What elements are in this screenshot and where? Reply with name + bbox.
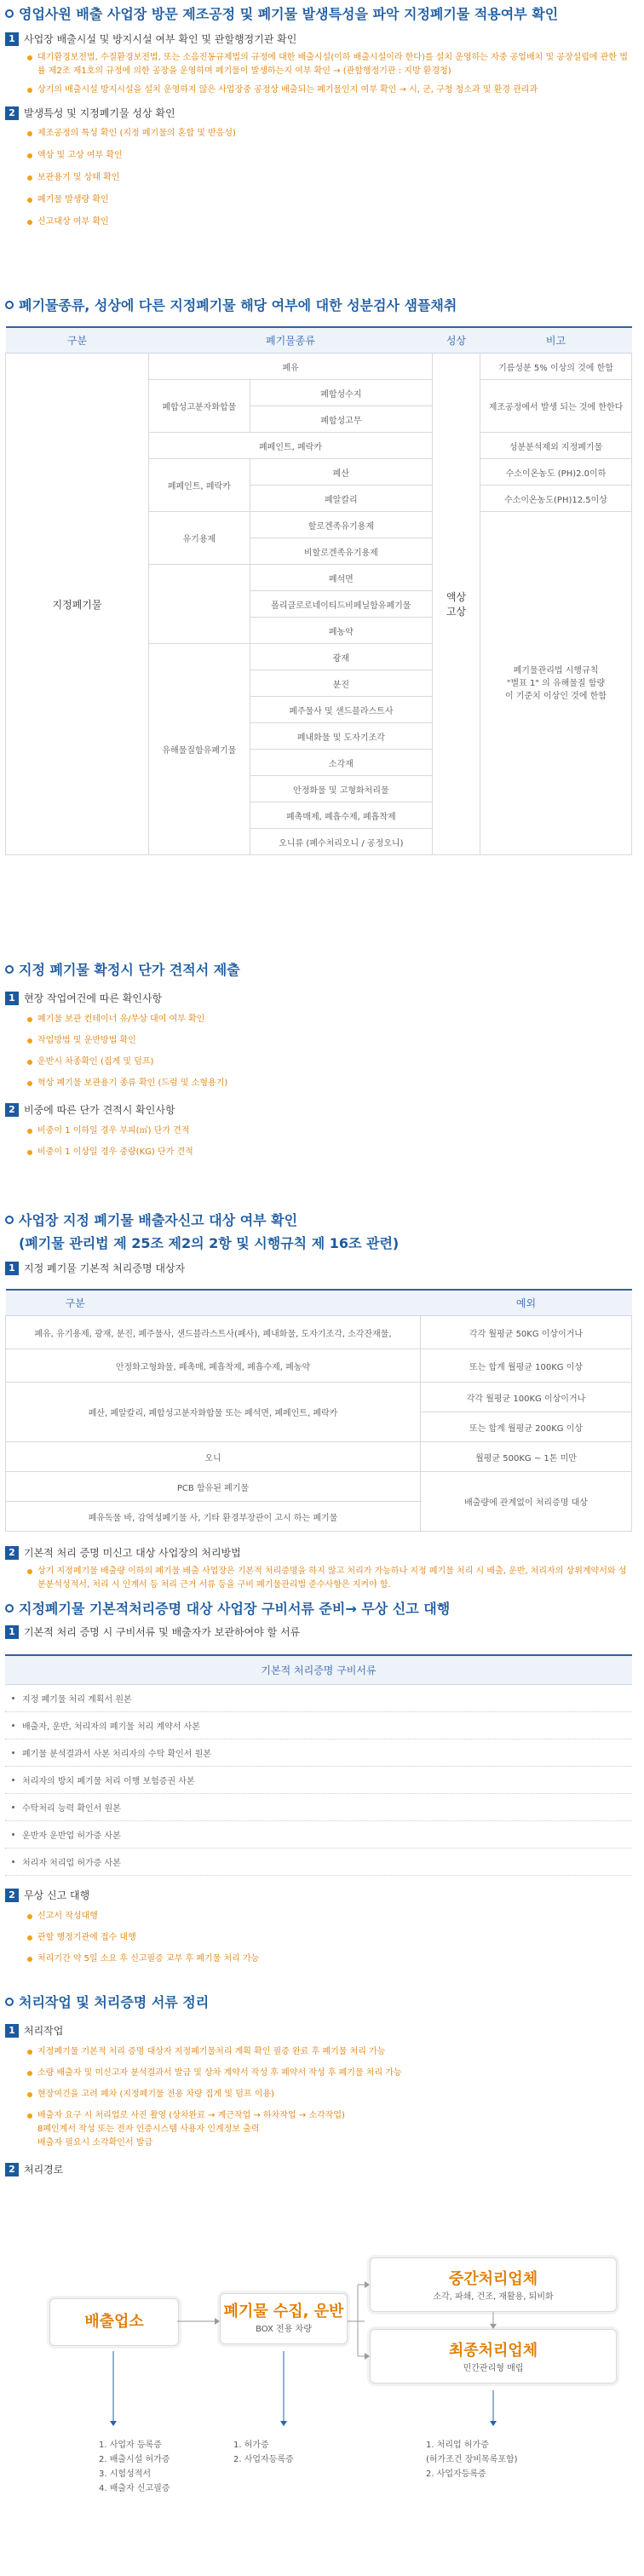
table-cell: 폐유, 유기용제, 광재, 분진, 폐주물사, 샌드블라스트사(폐사), 폐내화물, 도자기조각, 소각잔재물, [6,1316,421,1349]
table-cell: 기름성분 5% 이상의 것에 한함 [480,354,632,380]
number-badge: 2 [5,1546,19,1560]
number-badge: 2 [5,1889,19,1902]
number-badge: 2 [5,1103,19,1117]
subheading: 2 기본적 처리 증명 미신고 대상 사업장의 처리방법 [5,1545,632,1560]
list-item: 지정 폐기물 처리 계획서 원본 [5,1685,632,1712]
subheading: 1 사업장 배출시설 및 방지시설 여부 확인 및 관할행정기관 확인 [5,32,632,46]
flow-box-intermediate: 중간처리업체 소각, 파쇄, 건조, 재활용, 퇴비화 [370,2257,617,2312]
table-cell: PCB 함유된 폐기물 [6,1472,421,1502]
column-header: 성상 [433,327,480,354]
table-cell: 안정화고형화물, 폐촉매, 폐흡착제, 폐흡수제, 폐농약 [6,1349,421,1383]
section-title-4: 사업장 지정 폐기물 배출자신고 대상 여부 확인 [5,1210,632,1229]
table-cell: 폐합성수지 [250,380,432,406]
subheading: 2 처리경로 [5,2162,632,2176]
flow-box-transport: 폐기물 수집, 운반 BOX 전용 차량 [220,2293,348,2344]
table-cell: 분진 [250,670,432,697]
number-badge: 2 [5,2163,19,2176]
list-item: 보관용기 및 상태 확인 [27,171,632,185]
table-cell: 폐알칼리 [250,486,432,512]
table-cell: 폐유 [149,354,433,380]
arrow-head [365,2281,370,2288]
transport-doc-list [233,2438,294,2467]
process-flow [5,2223,632,2573]
number-badge: 2 [5,106,19,120]
table-cell: 배출량에 관계없이 처리증명 대상 [421,1472,632,1532]
table-cell: 수소이온농도 (PH)2.0이하 [480,459,632,486]
section-title-1: 영업사원 배출 사업장 방문 제조공정 및 폐기물 발생특성을 파악 지정폐기물 적용여부 확인 [5,3,632,23]
list-item: 상기 지정폐기물 배출량 이하의 폐기물 배출 사업장은 기본적 처리증명을 하지 않고 처리가 가능하나 지정 폐기물 처리 시 배출, 운반, 처리자의 상위계약서와 성분분석성적서, 처리 시 인계서 등 처리 근거 서류 등을 구비 폐기물관리법 준수사항은 지켜야 함. [27,1565,632,1592]
document-list-box [5,1654,632,1876]
table-cell: 폐촉매제, 폐흡수제, 폐흡착제 [250,802,432,829]
processor-doc-list [426,2438,518,2481]
list-item: 혁상 폐기물 보관용기 종류 확인 (드럼 및 소형용기) [27,1077,632,1090]
table-cell: 폐페인트, 폐락카 [149,459,250,512]
circle-bullet-icon [5,9,14,18]
number-badge: 1 [5,2024,19,2038]
subheading: 1 기본적 처리 증명 시 구비서류 및 배출자가 보관하여야 할 서류 [5,1624,632,1639]
table-cell: 또는 합계 월평균 200KG 이상 [421,1412,632,1442]
table-cell: 월평균 500KG ~ 1톤 미만 [421,1442,632,1472]
table-cell: 폐산, 폐알칼리, 폐합성고분자화합물 또는 폐석면, 폐페인트, 폐락카 [6,1383,421,1442]
bullet-list [27,2045,632,2150]
state-cell: 액상 고상 [433,354,480,855]
bullet-list [27,1124,632,1159]
arrow-head [365,2353,370,2360]
list-item: 배출자, 운반, 처리자의 폐기물 처리 계약서 사본 [5,1712,632,1739]
list-item: 폐기물 보관 컨테이너 유/무상 대여 여부 확인 [27,1013,632,1026]
table-cell: 또는 합계 월평균 100KG 이상 [421,1349,632,1383]
table-cell: 폐주물사 및 샌드블라스트사 [250,697,432,723]
table-cell: 폐페인트, 폐락카 [149,433,433,459]
table-cell: 비할로겐족유기용제 [250,538,432,565]
list-item: 비중이 1 이하일 경우 부피(㎥) 단가 견적 [27,1124,632,1138]
list-item: (허가조건 장비목록포함) [426,2455,518,2464]
table-cell: 광재 [250,644,432,670]
subheading: 1 현장 작업여건에 따른 확인사항 [5,991,632,1005]
table-cell: 폐기물관리법 시행규칙 "별표 1" 의 유해물질 함량 이 기준치 이상인 것에 한함 [480,512,632,855]
list-item: 1. 처리업 허가증 [426,2441,489,2450]
bullet-list [27,1910,632,1966]
column-header: 구분 [6,327,149,354]
table-cell: 유해물질함유폐기물 [149,644,250,855]
list-item: 1. 사업자 등록증 [99,2441,162,2450]
list-item: 2. 사업자등록증 [233,2455,294,2464]
document-list-header: 기본적 처리증명 구비서류 [5,1656,632,1685]
table-cell: 안정화물 및 고형화처리물 [250,776,432,802]
list-item: 1. 허가증 [233,2441,269,2450]
table-cell: 폐농약 [250,618,432,644]
table-cell: 수소이온농도(PH)12.5이상 [480,486,632,512]
list-item: 관할 행정기관에 접수 대행 [27,1931,632,1945]
section-title-2: 폐기물종류, 성상에 다른 지정폐기물 해당 여부에 대한 성분검사 샘플채취 [5,295,632,314]
arrow-head [280,2421,287,2426]
table-cell: 제조공정에서 발생 되는 것에 한한다 [480,380,632,433]
list-item: 처리기간 약 5일 소요 후 신고필증 교부 후 폐기물 처리 가능 [27,1952,632,1966]
table-cell: 성분분석제외 지정폐기물 [480,433,632,459]
list-item: 제조공정의 특성 확인 (지정 폐기물의 혼합 및 반응성) [27,127,632,141]
arrow-head [110,2421,117,2426]
generator-table [5,1289,632,1532]
table-cell: 폐석면 [250,565,432,591]
circle-bullet-icon [5,301,14,309]
list-item: 액상 및 고상 여부 확인 [27,149,632,163]
list-item: 2. 배출시설 허가증 [99,2455,170,2464]
arrow-head [490,2421,497,2426]
bullet-list [27,127,632,229]
circle-bullet-icon [5,1216,14,1224]
column-header: 구분 [6,1290,421,1316]
number-badge: 1 [5,992,19,1005]
list-item: 폐기물 분석결과서 사본 처리자의 수탁 확인서 원본 [5,1739,632,1767]
circle-bullet-icon [5,1604,14,1613]
number-badge: 1 [5,1625,19,1639]
list-item: 수탁처리 능력 확인서 원본 [5,1794,632,1821]
flow-arrows [5,2223,632,2573]
column-header: 예외 [421,1290,632,1316]
list-item: 운반시 차종확인 (집게 및 덤프) [27,1055,632,1069]
circle-bullet-icon [5,1998,14,2006]
column-header: 폐기물종류 [149,327,433,354]
section-title-3: 지정 폐기물 확정시 단가 견적서 제출 [5,959,632,979]
bullet-list [27,1013,632,1090]
table-cell: 각각 월평균 100KG 이상이거나 [421,1383,632,1412]
list-item: 현장여건을 고려 폐차 (지정폐기물 전용 차량 집게 및 덤프 이용) [27,2088,632,2102]
bullet-list [27,1565,632,1592]
arrow-head [490,2324,497,2329]
number-badge: 1 [5,32,19,46]
circle-bullet-icon [5,965,14,974]
subheading: 1 처리작업 [5,2023,632,2038]
document-list [5,1685,632,1876]
list-item: 작업방법 및 운반방법 확인 [27,1034,632,1048]
section-subtitle: (폐기물 관리법 제 25조 제2의 2항 및 시행규칙 제 16조 관련) [19,1235,400,1251]
list-item: 상기의 배출시설 방지시설을 설치 운영하지 않은 사업장중 공정상 배출되는 폐기물인지 여부 확인 → 시, 군, 구청 청소과 및 환경 관리과 [27,83,632,97]
list-item: 신고대상 여부 확인 [27,216,632,229]
table-cell: 폐유독물 바, 감역성폐기물 사, 기타 환경부장관이 고시 하는 폐기물 [6,1502,421,1532]
subheading: 2 발생특성 및 지정폐기물 성상 확인 [5,106,632,120]
generator-doc-list [99,2438,170,2496]
arrow-head [215,2318,220,2325]
flow-box-generator: 배출업소 [49,2298,179,2346]
table-cell: 오니 [6,1442,421,1472]
list-item: 처리자의 방치 폐기물 처리 이행 보험증권 사본 [5,1767,632,1794]
table-cell: 폐합성고분자화합물 [149,380,250,433]
bullet-list [27,51,632,97]
list-item: 4. 배출자 신고필증 [99,2484,170,2493]
table-cell: 폴리클로로네이티드비페닐함유폐기물 [250,591,432,618]
table-cell: 소각재 [250,750,432,776]
category-cell: 지정폐기물 [6,354,149,855]
waste-type-table [5,326,632,855]
column-header: 비고 [480,327,632,354]
list-item: 3. 시험성적서 [99,2470,152,2479]
table-cell [149,565,250,644]
table-cell: 각각 월평균 50KG 이상이거나 [421,1316,632,1349]
table-cell: 오니류 (폐수처리오니 / 공정오니) [250,829,432,855]
subheading: 2 무상 신고 대행 [5,1888,632,1902]
list-item: 신고서 작성대행 [27,1910,632,1923]
table-cell: 폐합성고무 [250,406,432,433]
list-item: 2. 사업자등록증 [426,2470,486,2479]
list-item: 지정폐기물 기본적 처리 증명 대상자 지정폐기물처리 계획 확인 필증 완료 후 폐기물 처리 가능 [27,2045,632,2059]
table-cell: 유기용제 [149,512,250,565]
list-item: 비중이 1 이상일 경우 중량(KG) 단가 견적 [27,1146,632,1159]
subheading: 2 비중에 따른 단가 견적시 확인사항 [5,1102,632,1117]
list-item: 배출자 요구 시 처리업로 사진 촬영 (상차완료 → 계근작업 → 하차작업 → 소각작업) 8폐인계서 작성 또는 전자 인증시스템 사용자 인계정보 출력 배출자 필요시 소각확인서 발급 [27,2109,632,2150]
list-item: 운반자 운반업 허가증 사본 [5,1821,632,1849]
flow-box-final: 최종처리업체 민간관리형 매립 [370,2329,617,2383]
list-item: 대기환경보전법, 수질환경보전법, 또는 소음진동규제법의 규정에 대한 배출시설(이하 배출시설이라 한다)를 설치 운영하는 자중 공업배치 및 공장설립에 관한 법률 제2조 제1호의 규정에 의한 공장을 운영하며 폐기물이 발생하는지 여부 확인 → (관할행정기관 : 지방 환경청) [27,51,632,78]
table-cell: 폐산 [250,459,432,486]
list-item: 소량 배출자 및 미신고자 분석결과서 발급 및 상차 계약서 작성 후 폐약서 작성 후 폐기물 처리 가능 [27,2067,632,2080]
section-title-6: 처리작업 및 처리증명 서류 정리 [5,1992,632,2011]
list-item: 폐기물 발생량 확인 [27,193,632,207]
table-cell: 할로겐족유기용제 [250,512,432,538]
section-title-5: 지정폐기물 기본적처리증명 대상 사업장 구비서류 준비→ 무상 신고 대행 [5,1598,632,1618]
table-cell: 폐내화물 및 도자기조각 [250,723,432,750]
list-item: 처리자 처리업 허가증 사본 [5,1849,632,1876]
number-badge: 1 [5,1262,19,1275]
subheading: 1 지정 폐기물 기본적 처리증명 대상자 [5,1261,632,1275]
